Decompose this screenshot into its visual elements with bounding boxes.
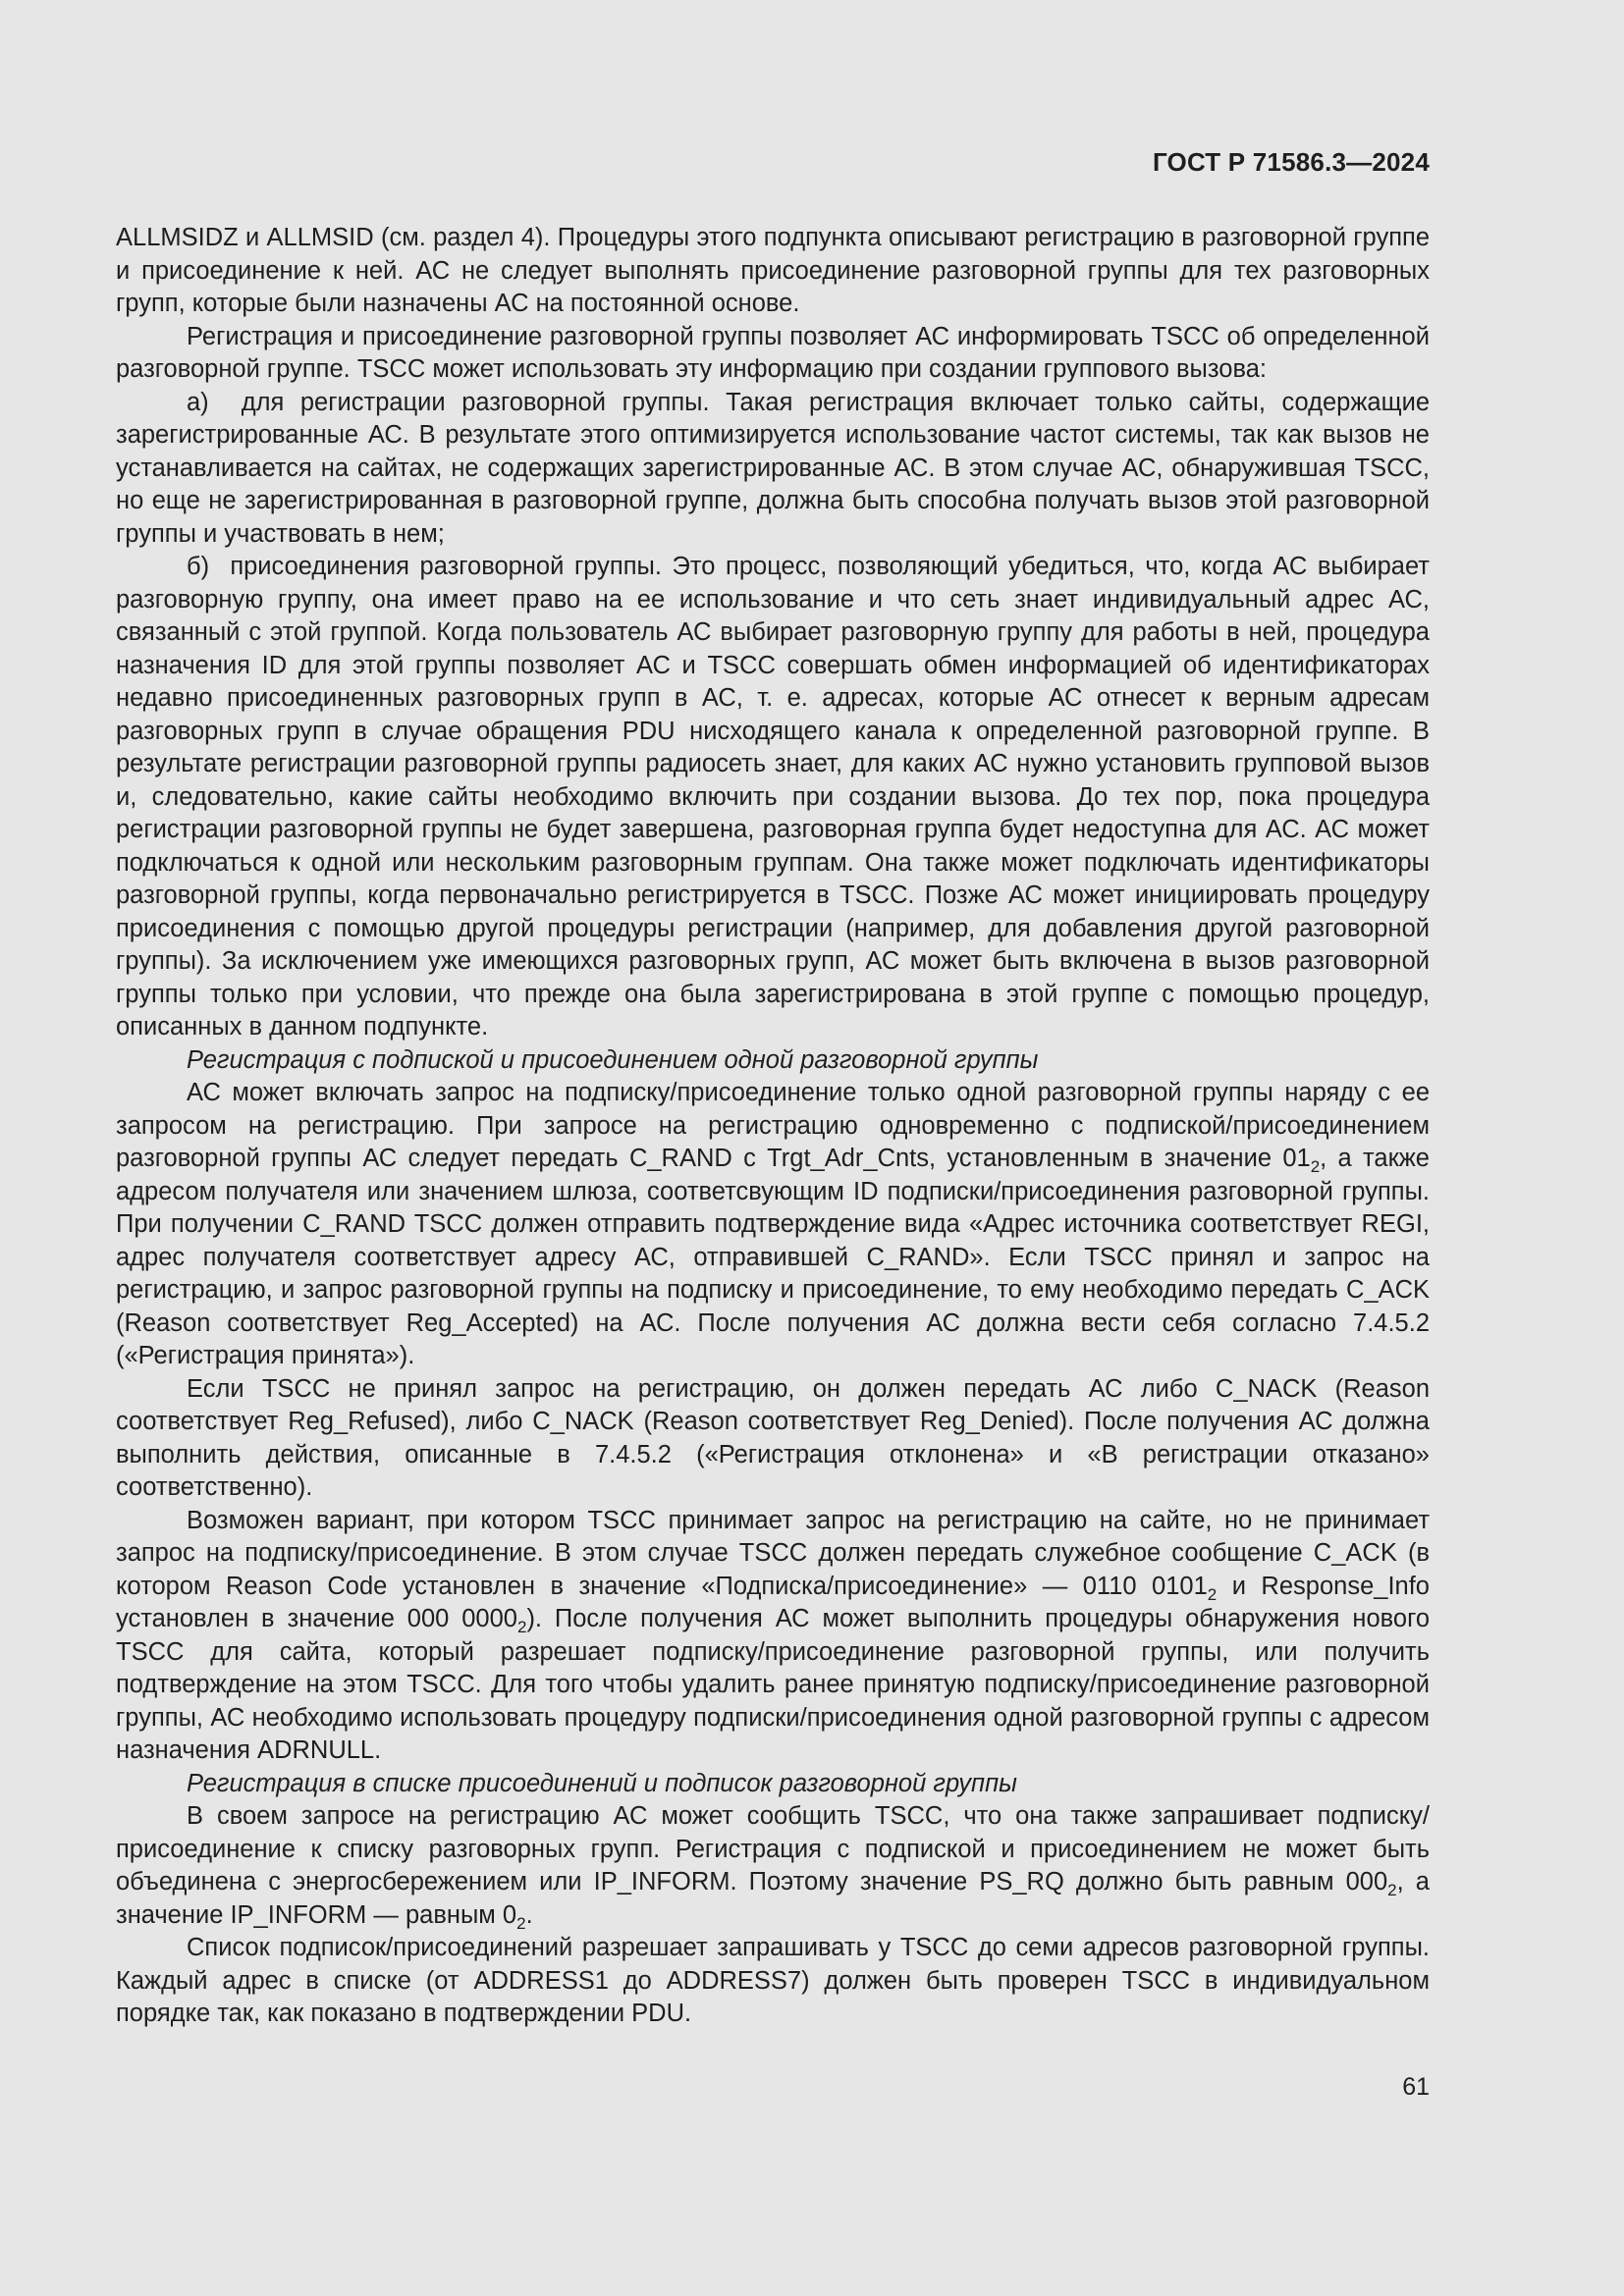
- text-run: и Response_Info установлен в значение 000 0000: [116, 1572, 1430, 1632]
- subscript: 2: [1207, 1584, 1218, 1604]
- paragraph: [116, 1800, 1430, 1932]
- text-run: ). После получения АС может выполнить процедуры обнаружения нового TSCC для сайта, который разрешает подписку/присоединение разговорной группы, или получить подтверждение на этом TSCC. Для того чтобы удалить ранее принятую подписку/присоединение разговорной группы, АС необходимо использовать процедуру подписки/присоединения одной разговорной группы с адресом назначения ADRNULL.: [116, 1605, 1431, 1764]
- text-run: , а значение IP_INFORM — равным 0: [116, 1868, 1430, 1929]
- paragraph: Если TSCC не принял запрос на регистрацию, он должен передать АС либо C_NACK (Reason соответствует Reg_Refused), либо C_NACK (Reason соответствует Reg_Denied). После получения АС должна выполнить действия, описанные в 7.4.5.2 («Регистрация отклонена» и «В регистрации отказано» соответственно).: [116, 1374, 1430, 1501]
- text-run: АС может включать запрос на подписку/присоединение только одной разговорной группы наряду с ее запросом на регистрацию. При запросе на регистрацию одновременно с подпиской/присоединением разговорной группы АС следует передать C_RAND с Trgt_Adr_Cnts, установленным в значение 01: [116, 1079, 1430, 1172]
- subscript: 2: [1310, 1157, 1321, 1177]
- document-body: [116, 222, 1430, 2031]
- text-run: , а также адресом получателя или значением шлюза, соответсвующим ID подписки/присоединения разговорной группы. При получении C_RAND TSCC должен отправить подтверждение вида «Адрес источника соответствует REGI, адрес получателя соответствует адресу АС, отправившей C_RAND». Если TSCC принял и запрос на регистрацию, и запрос разговорной группы на подписку и присоединение, то ему необходимо передать C_ACK (Reason соответствует Reg_Accepted) на АС. После получения АС должна вести себя согласно 7.4.5.2 («Регистрация принята»).: [116, 1145, 1430, 1369]
- paragraph: Список подписок/присоединений разрешает запрашивать у TSCC до семи адресов разговорной группы. Каждый адрес в списке (от ADDRESS1 до ADDRESS7) должен быть проверен TSCC в индивидуальном порядке так, как показано в подтверждении PDU.: [116, 1934, 1430, 2027]
- section-heading: Регистрация с подпиской и присоединением одной разговорной группы: [187, 1045, 1039, 1074]
- paragraph: [116, 1505, 1430, 1768]
- subscript: 2: [1387, 1881, 1397, 1900]
- text-run: .: [525, 1900, 533, 1929]
- section-heading: Регистрация в списке присоединений и подписок разговорной группы: [187, 1769, 1017, 1797]
- document-header: ГОСТ Р 71586.3—2024: [1152, 147, 1430, 177]
- subscript: 2: [516, 1618, 527, 1637]
- paragraph: Регистрация и присоединение разговорной группы позволяет АС информировать TSCC об определенной разговорной группе. TSCC может использовать эту информацию при создании группового вызова:: [116, 322, 1430, 383]
- paragraph: ALLMSIDZ и ALLMSID (см. раздел 4). Процедуры этого подпункта описывают регистрацию в разговорной группе и присоединение к ней. АС не следует выполнять присоединение разговорной группы для тех разговорных групп, которые были назначены АС на постоянной основе.: [116, 224, 1430, 317]
- list-item-a: а) для регистрации разговорной группы. Такая регистрация включает только сайты, содержащие зарегистрированные АС. В результате этого оптимизируется использование частот системы, так как вызов не устанавливается на сайтах, не содержащих зарегистрированные АС. В этом случае АС, обнаружившая TSCC, но еще не зарегистрированная в разговорной группе, должна быть способна получать вызов этой разговорной группы и участвовать в нем;: [116, 388, 1430, 548]
- paragraph: [116, 1077, 1430, 1373]
- list-item-b: б) присоединения разговорной группы. Это процесс, позволяющий убедиться, что, когда АС выбирает разговорную группу, она имеет право на ее использование и что сеть знает индивидуальный адрес АС, связанный с этой группой. Когда пользователь АС выбирает разговорную группу для работы в ней, процедура назначения ID для этой группы позволяет АС и TSCC совершать обмен информацией об идентификаторах недавно присоединенных разговорных групп в АС, т. е. адресах, которые АС отнесет к верным адресам разговорных групп в случае обращения PDU нисходящего канала к определенной разговорной группе. В результате регистрации разговорной группы радиосеть знает, для каких АС нужно установить групповой вызов и, следовательно, какие сайты необходимо включить при создании вызова. До тех пор, пока процедура регистрации разговорной группы не будет завершена, разговорная группа будет недоступна для АС. АС может подключаться к одной или нескольким разговорным группам. Она также может подключать идентификаторы разговорной группы, когда первоначально регистрируется в TSCC. Позже АС может инициировать процедуру присоединения с помощью другой процедуры регистрации (например, для добавления другой разговорной группы). За исключением уже имеющихся разговорных групп, АС может быть включена в вызов разговорной группы только при условии, что прежде она была зарегистрирована в этой группе с помощью процедур, описанных в данном подпункте.: [116, 553, 1430, 1041]
- text-run: Возможен вариант, при котором TSCC принимает запрос на регистрацию на сайте, но не принимает запрос на подписку/присоединение. В этом случае TSCC должен передать служебное сообщение C_ACK (в котором Reason Code установлен в значение «Подписка/присоединение» — 0110 0101: [116, 1506, 1430, 1600]
- text-run: В своем запросе на регистрацию АС может сообщить TSCC, что она также запрашивает подписку/присоединение к списку разговорных групп. Регистрация с подпиской и присоединением не может быть объединена с энергосбережением или IP_INFORM. Поэтому значение PS_RQ должно быть равным 000: [116, 1802, 1430, 1896]
- page-number: 61: [1402, 2073, 1430, 2101]
- subscript: 2: [516, 1913, 526, 1933]
